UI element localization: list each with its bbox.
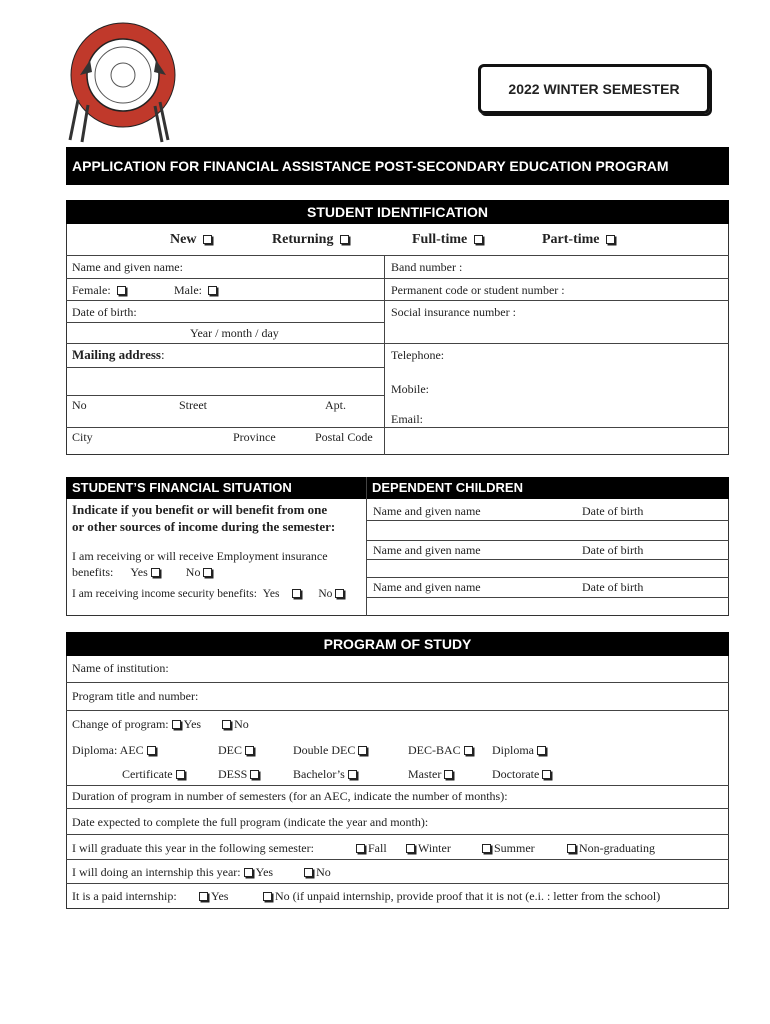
status-new-option[interactable]: New [170, 232, 215, 248]
income-sources-question-line2: or other sources of income during the semester: [72, 519, 336, 534]
dependent-1-name-label: Name and given name [373, 504, 481, 518]
aec-checkbox[interactable] [147, 746, 156, 755]
postal-code-label: Postal Code [315, 430, 373, 444]
paid-yes-checkbox[interactable] [199, 892, 208, 901]
female-option[interactable]: Female: [72, 283, 129, 298]
doctorate-checkbox[interactable] [542, 770, 551, 779]
social-insurance-label: Social insurance number : [391, 305, 516, 319]
dependent-2-dob-label: Date of birth [582, 543, 644, 557]
income-security-row: I am receiving income security benefits: Yes No [72, 588, 347, 600]
employment-insurance-options: benefits: Yes No [72, 565, 215, 580]
change-no-checkbox[interactable] [222, 720, 231, 729]
status-parttime-option[interactable]: Part-time [542, 232, 618, 248]
dependent-3-dob-label: Date of birth [582, 580, 644, 594]
change-yes-checkbox[interactable] [172, 720, 181, 729]
fall-checkbox[interactable] [356, 844, 365, 853]
non-graduating-option[interactable]: Non-graduating [564, 841, 655, 856]
security-no-checkbox[interactable] [335, 589, 344, 598]
internship-row: I will doing an internship this year: Yes No [72, 865, 331, 879]
dess-checkbox[interactable] [250, 770, 259, 779]
certificate-checkbox[interactable] [176, 770, 185, 779]
paid-no-option[interactable]: No (if unpaid internship, provide proof that it is not (e.i. : letter from the school) [260, 889, 660, 904]
master-option[interactable]: Master [408, 767, 456, 782]
security-yes-checkbox[interactable] [292, 589, 301, 598]
double-dec-checkbox[interactable] [358, 746, 367, 755]
doctorate-option[interactable]: Doctorate [492, 767, 554, 782]
summer-checkbox[interactable] [482, 844, 491, 853]
male-option[interactable]: Male: [174, 283, 220, 298]
name-label: Name and given name: [72, 260, 183, 274]
diploma-option[interactable]: Diploma [492, 743, 549, 758]
paid-internship-label: It is a paid internship: [72, 889, 177, 903]
winter-option[interactable]: Winter [403, 841, 451, 856]
fall-option[interactable]: Fall [353, 841, 387, 856]
returning-checkbox[interactable] [340, 235, 349, 244]
program-title-label: Program title and number: [72, 689, 199, 703]
double-dec-option[interactable]: Double DEC [293, 743, 370, 758]
date-expected-label: Date expected to complete the full program (indicate the year and month): [72, 815, 429, 829]
institution-label: Name of institution: [72, 661, 169, 675]
non-graduating-checkbox[interactable] [567, 844, 576, 853]
dec-checkbox[interactable] [245, 746, 254, 755]
email-label: Email: [391, 412, 423, 426]
fulltime-checkbox[interactable] [474, 235, 483, 244]
diploma-aec-option[interactable]: Diploma: AEC [72, 743, 159, 758]
student-identification-header: STUDENT IDENTIFICATION [66, 200, 729, 224]
dec-bac-option[interactable]: DEC-BAC [408, 743, 476, 758]
province-label: Province [233, 430, 276, 444]
dess-option[interactable]: DESS [218, 767, 262, 782]
mobile-label: Mobile: [391, 382, 429, 396]
dependent-1-dob-label: Date of birth [582, 504, 644, 518]
street-label: Street [179, 398, 207, 412]
ei-yes-option[interactable]: Yes [130, 565, 162, 579]
change-of-program-row: Change of program: Yes No [72, 717, 249, 731]
male-checkbox[interactable] [208, 286, 217, 295]
income-sources-question-line1: Indicate if you benefit or will benefit from one [72, 502, 328, 517]
mailing-address-label: Mailing address: [72, 347, 165, 362]
date-of-birth-label: Date of birth: [72, 305, 137, 319]
winter-checkbox[interactable] [406, 844, 415, 853]
dec-bac-checkbox[interactable] [464, 746, 473, 755]
apt-label: Apt. [325, 398, 346, 412]
dob-format-hint: Year / month / day [190, 326, 279, 340]
form-title: APPLICATION FOR FINANCIAL ASSISTANCE POST-SECONDARY EDUCATION PROGRAM [66, 147, 729, 185]
graduate-semester-label: I will graduate this year in the following semester: [72, 841, 314, 855]
employment-insurance-label: I am receiving or will receive Employment insurance [72, 549, 328, 563]
internship-no-checkbox[interactable] [304, 868, 313, 877]
master-checkbox[interactable] [444, 770, 453, 779]
certificate-option[interactable]: Certificate [122, 767, 188, 782]
dependent-2-name-label: Name and given name [373, 543, 481, 557]
organization-seal-logo [60, 20, 190, 145]
new-checkbox[interactable] [203, 235, 212, 244]
band-number-label: Band number : [391, 260, 463, 274]
diploma-checkbox[interactable] [537, 746, 546, 755]
duration-label: Duration of program in number of semesters (for an AEC, indicate the number of months): [72, 789, 508, 803]
female-checkbox[interactable] [117, 286, 126, 295]
paid-yes-option[interactable]: Yes [196, 889, 228, 904]
security-no-option[interactable]: No [318, 588, 347, 600]
semester-label: 2022 WINTER SEMESTER [478, 64, 710, 114]
ei-no-checkbox[interactable] [203, 568, 212, 577]
status-returning-option[interactable]: Returning [272, 232, 352, 248]
summer-option[interactable]: Summer [479, 841, 535, 856]
financial-situation-header: STUDENT’S FINANCIAL SITUATION [66, 477, 366, 499]
paid-no-checkbox[interactable] [263, 892, 272, 901]
program-of-study-header: PROGRAM OF STUDY [66, 632, 729, 656]
ei-yes-checkbox[interactable] [151, 568, 160, 577]
dependent-3-name-label: Name and given name [373, 580, 481, 594]
parttime-checkbox[interactable] [606, 235, 615, 244]
security-yes-option[interactable]: Yes [263, 588, 304, 600]
ei-no-option[interactable]: No [186, 565, 216, 579]
dependent-children-header: DEPENDENT CHILDREN [366, 477, 729, 499]
bachelors-option[interactable]: Bachelor’s [293, 767, 360, 782]
telephone-label: Telephone: [391, 348, 445, 362]
permanent-code-label: Permanent code or student number : [391, 283, 565, 297]
dec-option[interactable]: DEC [218, 743, 257, 758]
city-label: City [72, 430, 93, 444]
status-fulltime-option[interactable]: Full-time [412, 232, 486, 248]
internship-yes-checkbox[interactable] [244, 868, 253, 877]
bachelors-checkbox[interactable] [348, 770, 357, 779]
address-no-label: No [72, 398, 87, 412]
